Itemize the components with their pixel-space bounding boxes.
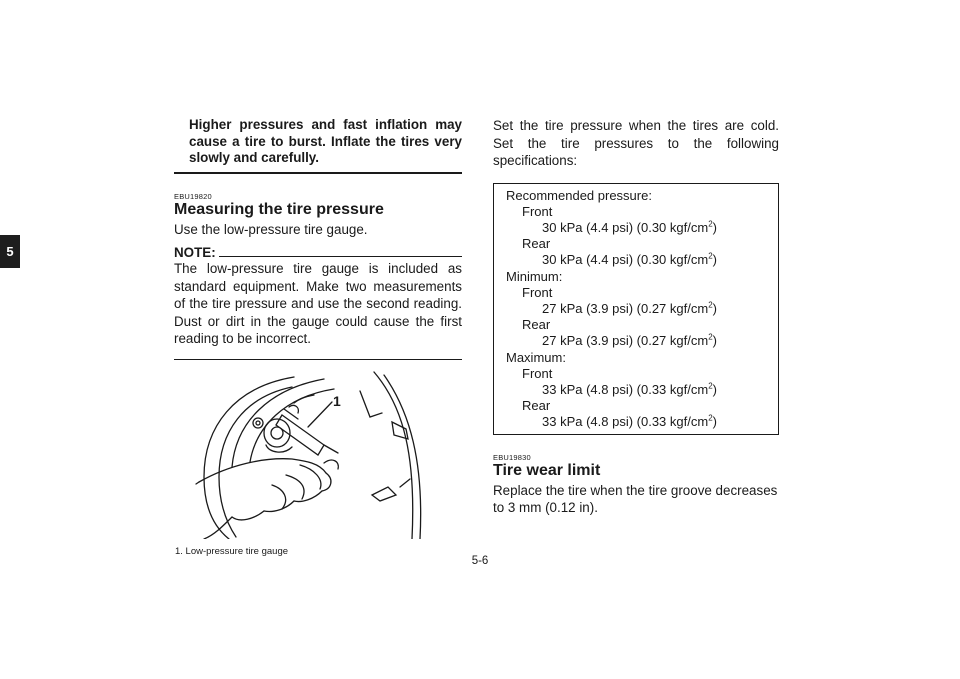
illustration-drawing <box>174 367 462 539</box>
section-code-wear: EBU19830 <box>493 452 531 462</box>
note-rule <box>219 256 462 257</box>
intro-text: Use the low-pressure tire gauge. <box>174 221 368 237</box>
spec-maximum-title: Maximum: <box>506 349 566 365</box>
pressure-spec-table <box>493 183 779 435</box>
spec-front-label: Front <box>522 365 553 381</box>
spec-recommended-rear: 30 kPa (4.4 psi) (0.30 kgf/$cm^2$) <box>542 251 717 268</box>
section-code: EBU19820 <box>174 191 212 201</box>
spec-minimum-rear: 27 kPa (3.9 psi) (0.27 kgf/$cm^2$) <box>542 333 717 349</box>
note-label: NOTE: <box>174 245 216 261</box>
spec-maximum-front: 33 kPa (4.8 psi) (0.33 kgf/$cm^2$) <box>542 381 717 397</box>
wear-limit-text: Replace the tire when the tire groove decreases to 3 mm (0.12 in). <box>493 482 778 516</box>
note-end-rule <box>174 359 462 360</box>
spec-front-label: Front <box>522 203 553 219</box>
left-column <box>174 117 462 557</box>
spec-rear-label: Rear <box>522 398 551 414</box>
right-column <box>493 117 779 517</box>
figure-callout-1: 1 <box>333 392 341 409</box>
spec-rear-label: Rear <box>522 317 551 333</box>
spec-maximum-rear: 33 kPa (4.8 psi) (0.33 kgf/$cm^2$) <box>542 414 717 430</box>
warning-text: Higher pressures and fast inflation may cause a tire to burst. Inflate the tires very slowly and carefully. <box>189 117 462 166</box>
spec-recommended-front: 30 kPa (4.4 psi) (0.30 kgf/$cm^2$) <box>542 219 717 235</box>
warning-rule <box>174 172 462 174</box>
note-header <box>174 245 462 260</box>
chapter-tab: 5 <box>0 235 20 268</box>
spec-minimum-front: 27 kPa (3.9 psi) (0.27 kgf/$cm^2$) <box>542 300 717 316</box>
spec-minimum-title: Minimum: <box>506 268 563 284</box>
section-title-tire-pressure: Measuring the tire pressure <box>174 200 384 218</box>
spec-front-label: Front <box>522 284 553 300</box>
tire-gauge-illustration <box>174 367 462 539</box>
cold-tire-instruction: Set the tire pressure when the tires are cold. Set the tire pressures to the following specifications: <box>493 118 779 168</box>
figure-caption: 1. Low-pressure tire gauge <box>175 545 289 557</box>
spec-recommended-title: Recommended pressure: <box>506 187 652 203</box>
section-title-wear-limit: Tire wear limit <box>493 461 601 479</box>
note-text: The low-pressure tire gauge is included as standard equipment. Make two measurements of the tire pressure and use the second reading. Dust or dirt in the gauge could cause the first reading to be incorrect. <box>174 261 462 347</box>
spec-rear-label: Rear <box>522 236 551 252</box>
page-number: 5-6 <box>471 555 489 567</box>
